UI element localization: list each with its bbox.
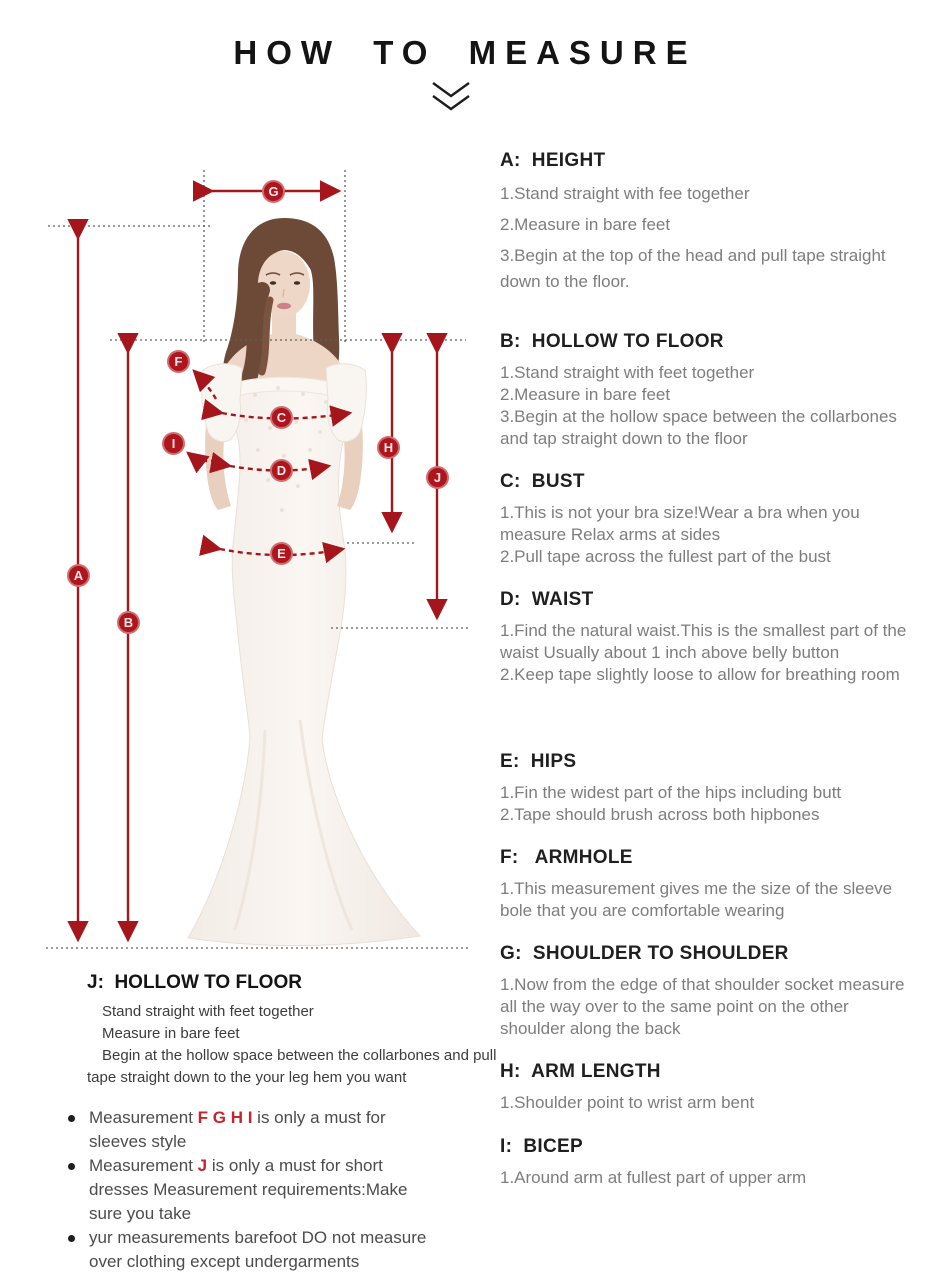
instruction-item: 2.Pull tape across the fullest part of the bust [500,547,831,566]
section-height [500,150,912,300]
instruction-item: 3.Begin at the top of the head and pull tape straight down to the floor. [500,246,886,291]
note-red-letters: F G H I [197,1108,253,1127]
section-title: E: HIPS [500,751,577,772]
legend-hollow-to-floor [87,972,499,1089]
instruction-item: 2.Measure in bare feet [500,215,671,234]
instruction-item: 1.Shoulder point to wrist arm bent [500,1093,755,1112]
marker-b: B [117,611,140,634]
note-text: yur measurements barefoot DO not measure over clothing except undergarments [89,1228,427,1271]
marker-j: J [426,466,449,489]
instruction-item: 1.Now from the edge of that shoulder socket measure all the way over to the same point on the other shoulder along the back [500,975,905,1038]
instruction-item: 2.Keep tape slightly loose to allow for breathing room [500,665,900,684]
measurement-notes [66,1106,438,1274]
instruction-item: 1.Around arm at fullest part of upper arm [500,1168,807,1187]
note-text: Measurement [89,1108,198,1127]
legend-line: Begin at the hollow space between the collarbones and pull tape straight down to the your leg hem you want [87,1047,497,1086]
note-red-letters: J [197,1156,208,1175]
section-title: D: WAIST [500,589,594,610]
marker-a: A [67,564,90,587]
section-title: I: BICEP [500,1136,583,1157]
note-text: is only a must for sleeves style [89,1108,386,1151]
section-arm-length [500,1061,912,1114]
marker-g: G [262,180,285,203]
note-text: Measurement [89,1156,198,1175]
instruction-item: 1.Fin the widest part of the hips including butt [500,783,842,802]
instruction-item: 1.Stand straight with feet together [500,363,755,382]
measurement-diagram [30,155,480,960]
note-item [66,1154,438,1226]
instruction-item: 1.Find the natural waist.This is the smallest part of the waist Usually about 1 inch above belly button [500,621,907,662]
section-hips [500,751,912,826]
section-waist [500,589,912,686]
section-bicep [500,1136,912,1189]
note-item [66,1226,438,1274]
legend-title: J: HOLLOW TO FLOOR [87,972,302,993]
lace-sleeve-left [202,364,242,442]
instruction-item: 2.Measure in bare feet [500,385,671,404]
instruction-item: 1.Stand straight with fee together [500,184,750,203]
section-armhole [500,847,912,922]
section-title: B: HOLLOW TO FLOOR [500,331,724,352]
note-item [66,1106,438,1154]
marker-c: C [270,406,293,429]
section-title: G: SHOULDER TO SHOULDER [500,943,789,964]
section-title: A: HEIGHT [500,150,606,171]
page-title: HOW TO MEASURE [233,34,697,71]
marker-h: H [377,436,400,459]
section-shoulder-to-shoulder [500,943,912,1040]
marker-d: D [270,459,293,482]
marker-i: I [162,432,185,455]
instruction-item: 1.This measurement gives me the size of the sleeve bole that you are comfortable wearing [500,879,893,920]
section-title: H: ARM LENGTH [500,1061,661,1082]
section-hollow-to-floor [500,331,912,450]
section-bust [500,471,912,568]
double-chevron-down-icon [427,80,475,114]
marker-f: F [167,350,190,373]
section-title: C: BUST [500,471,585,492]
legend-line: Measure in bare feet [102,1025,240,1042]
instruction-item: 2.Tape should brush across both hipbones [500,805,820,824]
instruction-item: 1.This is not your bra size!Wear a bra when you measure Relax arms at sides [500,503,860,544]
marker-e: E [270,542,293,565]
lace-sleeve-right [326,364,366,442]
note-text: is only a must for short dresses Measurement requirements:Make sure you take [89,1156,408,1223]
instruction-item: 3.Begin at the hollow space between the collarbones and tap straight down to the floor [500,407,897,448]
model-photo [188,218,420,946]
section-title: F: ARMHOLE [500,847,633,868]
legend-line: Stand straight with feet together [102,1003,314,1020]
